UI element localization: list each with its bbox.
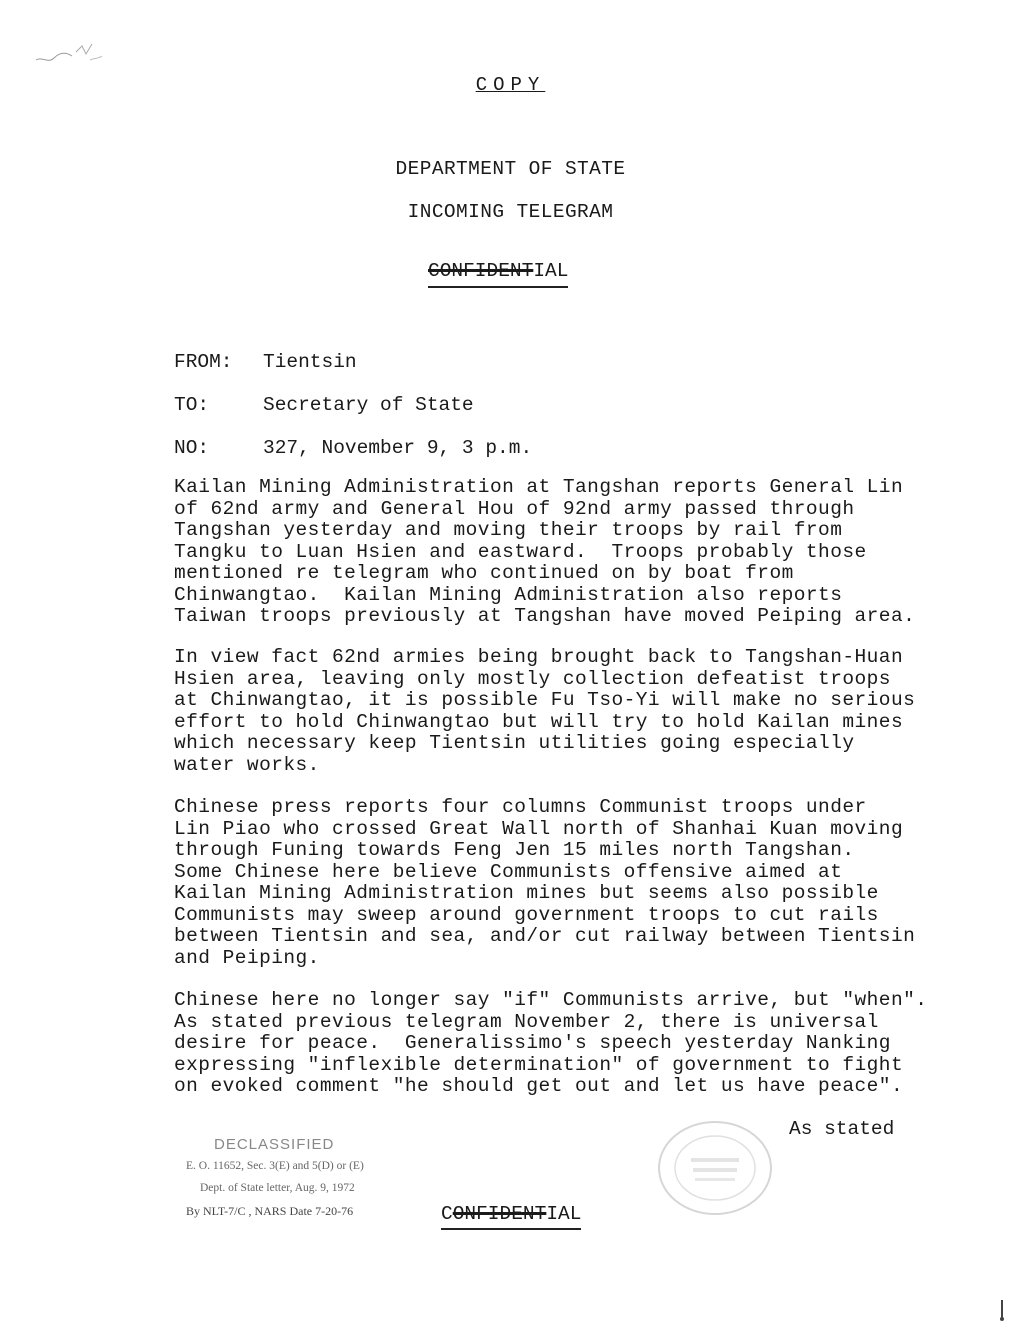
declassified-authority: E. O. 11652, Sec. 3(E) and 5(D) or (E) <box>186 1160 364 1172</box>
from-value: Tientsin <box>263 351 357 373</box>
body-line: mentioned re telegram who continued on by boat from <box>174 562 794 584</box>
body-line: desire for peace. Generalissimo's speech yesterday Nanking <box>174 1032 891 1054</box>
body-line: on evoked comment "he should get out and let us have peace". <box>174 1075 904 1097</box>
body-line: Chinese here no longer say "if" Communists arrive, but "when". <box>174 989 928 1011</box>
no-value: 327, November 9, 3 p.m. <box>263 437 533 459</box>
body-line: Some Chinese here believe Communists offensive aimed at <box>174 860 843 883</box>
declassified-letter: Dept. of State letter, Aug. 9, 1972 <box>200 1182 355 1194</box>
body-line: Hsien area, leaving only mostly collection defeatist troops <box>174 667 891 690</box>
body-line: which necessary keep Tientsin utilities going especially <box>174 732 855 754</box>
body-line: water works. <box>174 753 320 776</box>
body-line: Kailan Mining Administration at Tangshan reports General Lin <box>174 476 904 498</box>
from-label: FROM: <box>174 351 233 373</box>
library-seal-icon <box>655 1118 775 1218</box>
no-label: NO: <box>174 437 210 459</box>
department-title: DEPARTMENT OF STATE <box>395 158 626 180</box>
body-line: Lin Piao who crossed Great Wall north of Shanhai Kuan moving <box>174 817 904 840</box>
classification-struck-text: ONFIDENT <box>452 1203 547 1225</box>
body-line: effort to hold Chinwangtao but will try to hold Kailan mines <box>174 710 904 733</box>
classification-tail-text: IAL <box>546 1203 582 1225</box>
classification-struck-text: CONFIDENT <box>428 260 534 282</box>
classification-stamp-top <box>428 260 568 288</box>
continuation-text: As stated <box>789 1118 895 1140</box>
body-line: Chinwangtao. Kailan Mining Administration also reports <box>174 583 843 606</box>
to-value: Secretary of State <box>263 394 474 416</box>
body-line: Chinese press reports four columns Communist troops under <box>174 796 867 818</box>
body-line: through Funing towards Feng Jen 15 miles north Tangshan. <box>174 839 855 861</box>
telegram-type: INCOMING TELEGRAM <box>407 201 614 223</box>
body-line: Kailan Mining Administration mines but seems also possible <box>174 882 879 904</box>
declassified-title: DECLASSIFIED <box>214 1136 335 1153</box>
classification-prefix-text: C <box>441 1203 453 1225</box>
copy-heading: COPY <box>475 74 546 96</box>
corner-mark <box>996 1298 1008 1322</box>
body-line: As stated previous telegram November 2, there is universal <box>174 1010 879 1033</box>
body-line: at Chinwangtao, it is possible Fu Tso-Yi will make no serious <box>174 689 916 711</box>
body-line: Taiwan troops previously at Tangshan have moved Peiping area. <box>174 605 916 627</box>
to-label: TO: <box>174 394 210 416</box>
classification-tail-text: IAL <box>533 260 569 282</box>
body-line: Tangshan yesterday and moving their troops by rail from <box>174 519 843 541</box>
declassified-by-line: By NLT-7/C , NARS Date 7-20-76 <box>186 1204 354 1218</box>
body-line: between Tientsin and sea, and/or cut railway between Tientsin <box>174 925 916 947</box>
body-line: Communists may sweep around government troops to cut rails <box>174 903 879 926</box>
handwritten-mark <box>32 38 112 74</box>
body-line: In view fact 62nd armies being brought back to Tangshan-Huan <box>174 646 904 668</box>
classification-stamp-bottom <box>441 1203 581 1230</box>
body-line: and Peiping. <box>174 946 320 969</box>
body-line: Tangku to Luan Hsien and eastward. Troops probably those <box>174 540 867 563</box>
body-line: of 62nd army and General Hou of 92nd army passed through <box>174 497 855 520</box>
body-line: expressing "inflexible determination" of government to fight <box>174 1053 904 1076</box>
